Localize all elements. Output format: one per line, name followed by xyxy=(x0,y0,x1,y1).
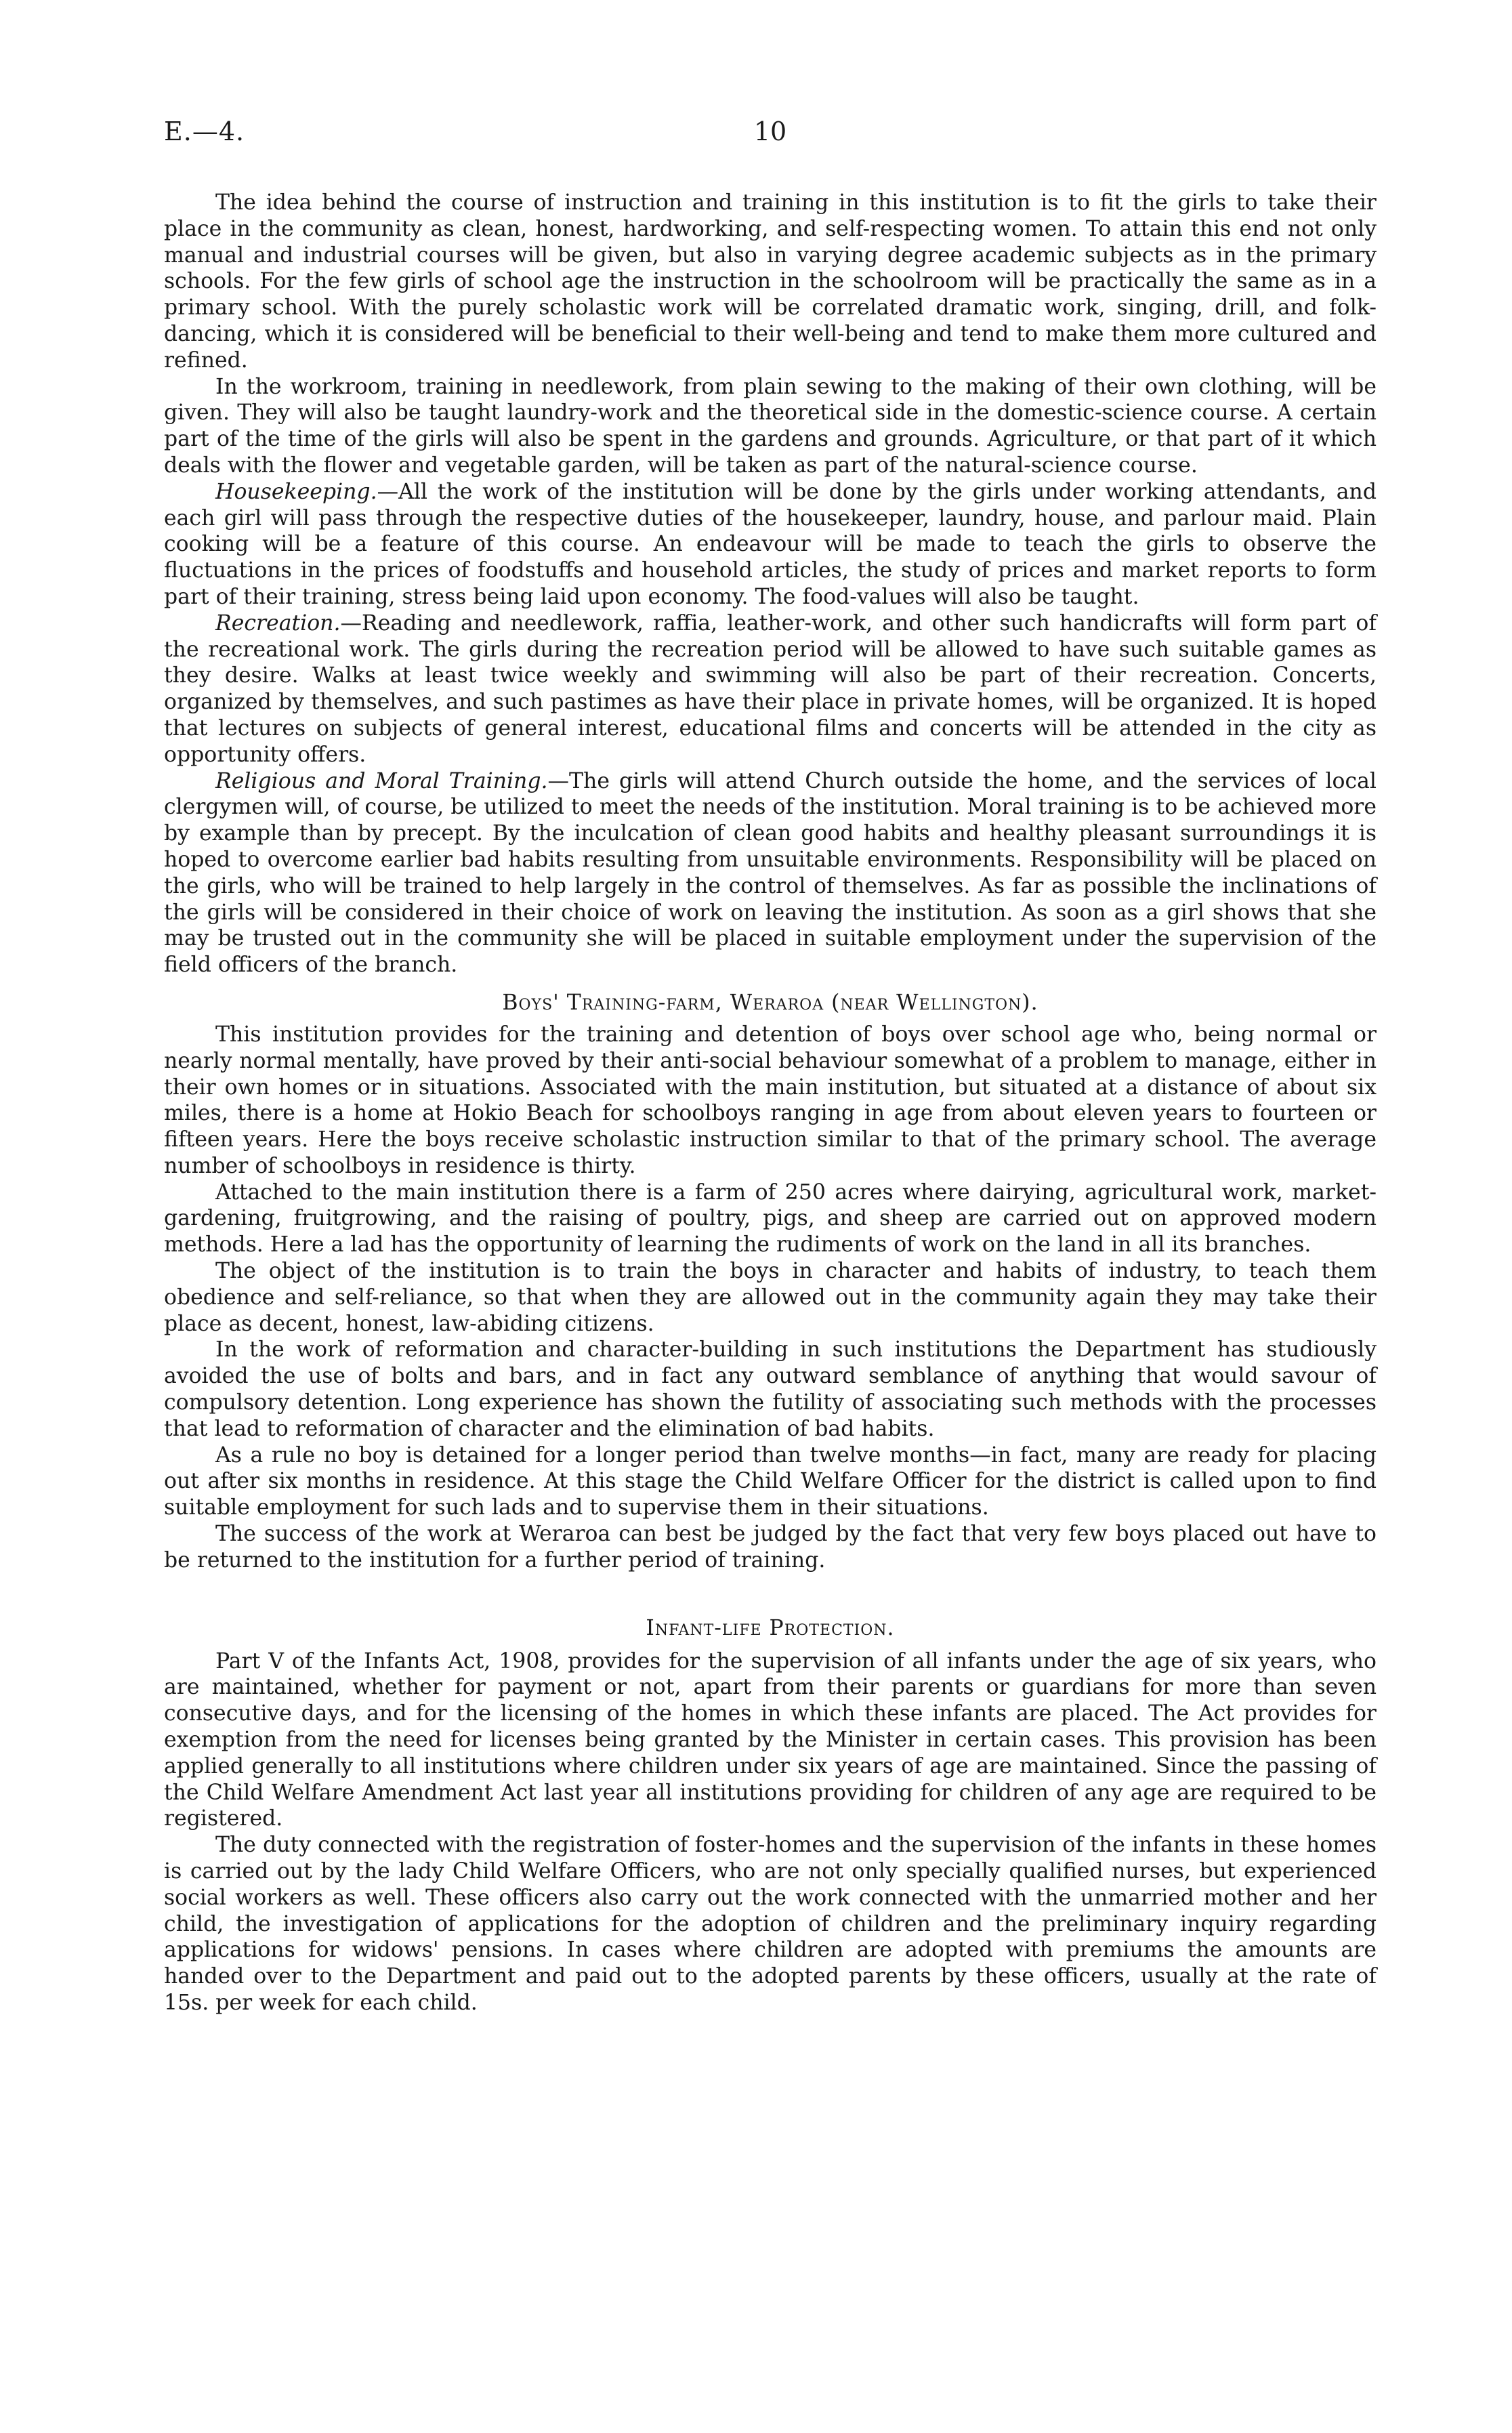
run-in-heading: Religious and Moral Training. xyxy=(215,768,548,793)
run-in-heading: Recreation. xyxy=(215,610,341,636)
page-header xyxy=(164,117,1377,149)
paragraph-text: In the work of reformation and character-building in such institutions the Department has studiously avoided the use of bolts and bars, and in fact any outward semblance of anything that would savour of compulsory detention. Long experience has shown the futility of associating such methods with the processes that lead to reformation of character and the elimination of bad habits. xyxy=(164,1337,1377,1441)
paragraph xyxy=(164,1521,1377,1574)
paragraph xyxy=(164,1258,1377,1337)
paragraph xyxy=(164,1832,1377,2016)
document-reference: E.—4. xyxy=(164,117,245,146)
paragraph xyxy=(164,610,1377,768)
paragraph xyxy=(164,1648,1377,1833)
paragraph xyxy=(164,1180,1377,1258)
page-number: 10 xyxy=(753,117,787,146)
paragraph-text: This institution provides for the training and detention of boys over school age who, being normal or nearly normal mentally, have proved by their anti-social behaviour somewhat of a problem to manage, either in their own homes or in situations. Associated with the main institution, but situated at a distance of about six miles, there is a home at Hokio Beach for schoolboys ranging in age from about eleven years to fourteen or fifteen years. Here the boys receive scholastic instruction similar to that of the primary school. The average number of schoolboys in residence is thirty. xyxy=(164,1022,1377,1178)
paragraph xyxy=(164,374,1377,479)
paragraph xyxy=(164,1442,1377,1521)
paragraph-text: Attached to the main institution there is a farm of 250 acres where dairying, agricultural work, market-gardening, fruitgrowing, and the raising of poultry, pigs, and sheep are carried out on approved modern methods. Here a lad has the opportunity of learning the rudiments of work on the land in all its branches. xyxy=(164,1180,1377,1257)
paragraph-text: The object of the institution is to train the boys in character and habits of industry, to teach them obedience and self-reliance, so that when they are allowed out in the community again they may take their place as decent, honest, law-abiding citizens. xyxy=(164,1259,1377,1336)
paragraph xyxy=(164,190,1377,374)
paragraph-text: —All the work of the institution will be done by the girls under working attendants, and each girl will pass through the respective duties of the housekeeper, laundry, house, and parlour maid. Plain cooking will be a feature of this course. An endeavour will be made to teach the girls to observe the fluctuations in the prices of foodstuffs and household articles, the study of prices and market reports to form part of their training, stress being laid upon economy. The food-values will also be taught. xyxy=(164,479,1377,609)
paragraph-text: The idea behind the course of instruction and training in this institution is to fit the girls to take their place in the community as clean, honest, hardworking, and self-respecting women. To attain this end not only manual and industrial courses will be given, but also in varying degree academic subjects as in the primary schools. For the few girls of school age the instruction in the schoolroom will be practically the same as in a primary school. With the purely scholastic work will be correlated dramatic work, singing, drill, and folk-dancing, which it is considered will be beneficial to their well-being and tend to make them more cultured and refined. xyxy=(164,190,1377,373)
paragraph-text: —The girls will attend Church outside the home, and the services of local clergymen will, of course, be utilized to meet the needs of the institution. Moral training is to be achieved more by example than by precept. By the inculcation of clean good habits and healthy pleasant surroundings it is hoped to overcome earlier bad habits resulting from unsuitable environments. Responsibility will be placed on the girls, who will be trained to help largely in the control of themselves. As far as possible the inclinations of the girls will be considered in their choice of work on leaving the institution. As soon as a girl shows that she may be trusted out in the community she will be placed in suitable employment under the supervision of the field officers of the branch. xyxy=(164,768,1377,978)
paragraph xyxy=(164,479,1377,610)
paragraph xyxy=(164,768,1377,978)
paragraph xyxy=(164,1337,1377,1442)
paragraph xyxy=(164,1022,1377,1180)
paragraph-text: In the workroom, training in needlework, from plain sewing to the making of their own clothing, will be given. They will also be taught laundry-work and the theoretical side in the domestic-science course. A certain part of the time of the girls will also be spent in the gardens and grounds. Agriculture, or that part of it which deals with the flower and vegetable garden, will be taken as part of the natural-science course. xyxy=(164,374,1377,478)
paragraph-text: The success of the work at Weraroa can best be judged by the fact that very few boys placed out have to be returned to the institution for a further period of training. xyxy=(164,1522,1377,1573)
run-in-heading: Housekeeping. xyxy=(215,479,377,504)
document-body xyxy=(164,190,1377,2016)
paragraph-text: Part V of the Infants Act, 1908, provides for the supervision of all infants under the age of six years, who are maintained, whether for payment or not, apart from their parents or guardians for more than seven consecutive days, and for the licensing of the homes in which these infants are placed. The Act provides for exemption from the need for licenses being granted by the Minister in certain cases. This provision has been applied generally to all institutions where children under six years of age are maintained. Since the passing of the Child Welfare Amendment Act last year all institutions providing for children of any age are required to be registered. xyxy=(164,1648,1377,1831)
paragraph-text: As a rule no boy is detained for a longer period than twelve months—in fact, many are ready for placing out after six months in residence. At this stage the Child Welfare Officer for the district is called upon to find suitable employment for such lads and to supervise them in their situations. xyxy=(164,1442,1377,1520)
paragraph-text: —Reading and needlework, raffia, leather-work, and other such handicrafts will form part of the recreational work. The girls during the recreation period will be allowed to have such suitable games as they desire. Walks at least twice weekly and swimming will also be part of their recreation. Concerts, organized by themselves, and such pastimes as have their place in private homes, will be organized. It is hoped that lectures on subjects of general interest, educational films and concerts will be attended in the city as opportunity offers. xyxy=(164,610,1377,767)
section-heading-weraroa: Boys' Training-farm, Weraroa (near Wellington). xyxy=(502,990,1038,1015)
section-heading-infant-life-protection: Infant-life Protection. xyxy=(646,1615,895,1640)
paragraph-text: The duty connected with the registration of foster-homes and the supervision of the infants in these homes is carried out by the lady Child Welfare Officers, who are not only specially qualified nurses, but experienced social workers as well. These officers also carry out the work connected with the unmarried mother and her child, the investigation of applications for the adoption of children and the preliminary inquiry regarding applications for widows' pensions. In cases where children are adopted with premiums the amounts are handed over to the Department and paid out to the adopted parents by these officers, usually at the rate of 15s. per week for each child. xyxy=(164,1833,1377,2015)
